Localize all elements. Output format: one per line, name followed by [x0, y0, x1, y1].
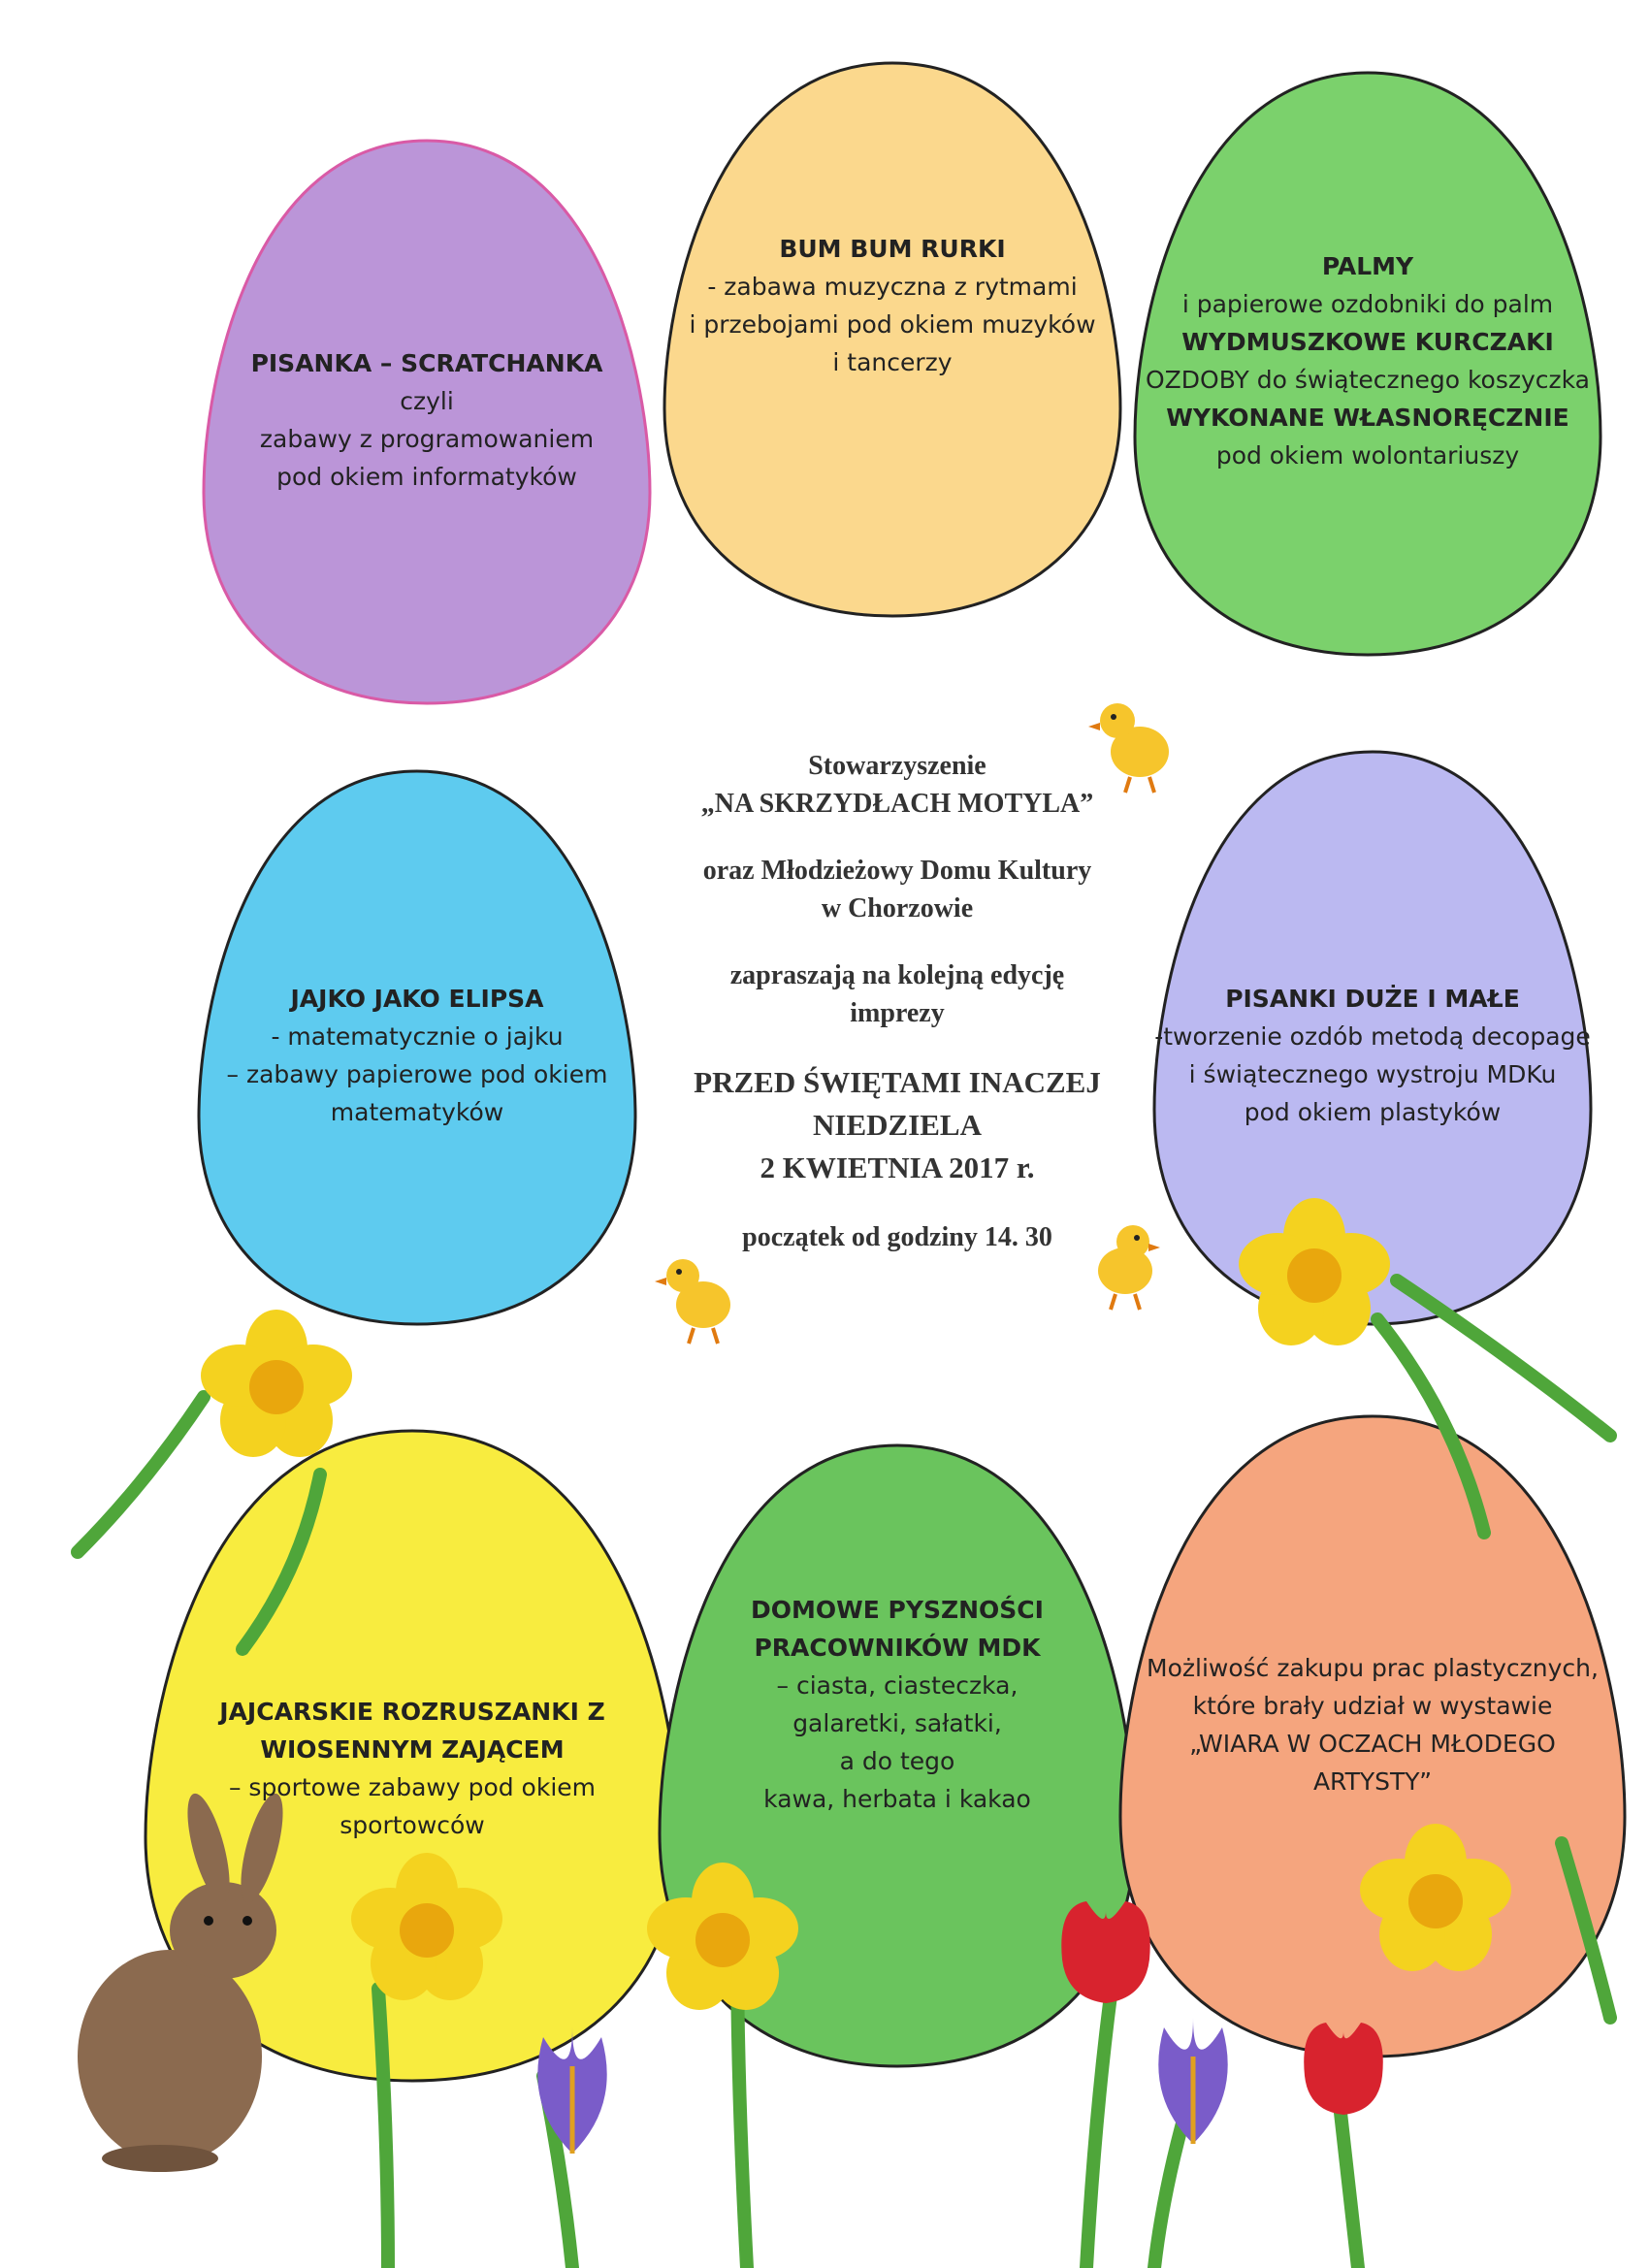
egg-line: JAJKO JAKO ELIPSA — [290, 985, 544, 1013]
egg-line: - matematycznie o jajku — [271, 1022, 564, 1051]
egg-line: JAJCARSKIE ROZRUSZANKI Z — [219, 1698, 605, 1726]
egg-line: i świątecznego wystroju MDKu — [1188, 1060, 1557, 1088]
egg-line: OZDOBY do świątecznego koszyczka — [1145, 366, 1591, 394]
egg-text-palmy — [1135, 247, 1600, 474]
crocus-flower — [1158, 2018, 1227, 2144]
daffodil-flower — [201, 1310, 352, 1457]
egg-line: matematyków — [330, 1098, 504, 1126]
chick-icon — [655, 1259, 730, 1344]
egg-line: sportowców — [340, 1811, 485, 1839]
egg-line: PALMY — [1321, 252, 1414, 280]
egg-line: „WIARA W OCZACH MŁODEGO — [1189, 1730, 1556, 1758]
egg-text-pisanki — [1154, 980, 1591, 1131]
organization-name: „NA SKRZYDŁACH MOTYLA” — [700, 789, 1094, 819]
event-date: 2 KWIETNIA 2017 r. — [760, 1150, 1035, 1184]
egg-line: a do tego — [839, 1747, 955, 1775]
egg-line: kawa, herbata i kakao — [763, 1785, 1031, 1813]
egg-line: ARTYSTY” — [1312, 1767, 1433, 1796]
event-day: NIEDZIELA — [813, 1108, 982, 1142]
event-title: PRZED ŚWIĘTAMI INACZEJ — [694, 1065, 1101, 1099]
egg-line: – zabawy papierowe pod okiem — [226, 1060, 608, 1088]
egg-text-elipsa — [199, 980, 635, 1131]
egg-line: i tancerzy — [832, 348, 953, 376]
egg-text-pysznosci — [660, 1591, 1135, 1818]
partner-line-2: w Chorzowie — [821, 893, 974, 923]
egg-line: PRACOWNIKÓW MDK — [754, 1634, 1041, 1662]
egg-text-scratchanka — [204, 344, 650, 496]
egg-line: które brały udział w wystawie — [1192, 1692, 1553, 1720]
egg-line: i papierowe ozdobniki do palm — [1181, 290, 1554, 318]
egg-line: i przebojami pod okiem muzyków — [689, 310, 1096, 339]
egg-line: PISANKI DUŻE I MAŁE — [1225, 985, 1520, 1013]
egg-line: WYKONANE WŁASNORĘCZNIE — [1166, 404, 1569, 432]
egg-line: pod okiem informatyków — [276, 463, 577, 491]
tulip-flower — [1061, 1901, 1149, 2003]
organization-label: Stowarzyszenie — [808, 751, 986, 781]
egg-line: -tworzenie ozdób metodą decopage — [1154, 1022, 1591, 1051]
egg-line: czyli — [400, 387, 454, 415]
egg-text-zakup — [1120, 1649, 1625, 1800]
egg-line: PISANKA – SCRATCHANKA — [250, 349, 603, 377]
egg-line: DOMOWE PYSZNOŚCI — [751, 1596, 1044, 1624]
egg-line: WIOSENNYM ZAJĄCEM — [260, 1735, 565, 1764]
egg-text-rozruszanki — [146, 1693, 679, 1844]
egg-line: WYDMUSZKOWE KURCZAKI — [1181, 328, 1554, 356]
start-time: początek od godziny 14. 30 — [742, 1222, 1052, 1252]
event-info — [640, 747, 1154, 1256]
partner-line-1: oraz Młodzieżowy Domu Kultury — [702, 856, 1092, 886]
egg-line: – ciasta, ciasteczka, — [776, 1671, 1018, 1700]
egg-line: pod okiem plastyków — [1244, 1098, 1502, 1126]
invite-line-1: zapraszają na kolejną edycję — [729, 960, 1065, 990]
egg-line: - zabawa muzyczna z rytmami — [707, 273, 1078, 301]
egg-line: – sportowe zabawy pod okiem — [228, 1773, 597, 1801]
egg-line: galaretki, sałatki, — [792, 1709, 1002, 1737]
egg-line: BUM BUM RURKI — [779, 235, 1006, 263]
tulip-flower — [1304, 2023, 1383, 2115]
invite-line-2: imprezy — [850, 998, 945, 1028]
egg-line: Możliwość zakupu prac plastycznych, — [1147, 1654, 1599, 1682]
egg-line: pod okiem wolontariuszy — [1215, 441, 1520, 470]
egg-line: zabawy z programowaniem — [259, 425, 595, 453]
egg-text-bum-bum-rurki — [664, 230, 1120, 381]
